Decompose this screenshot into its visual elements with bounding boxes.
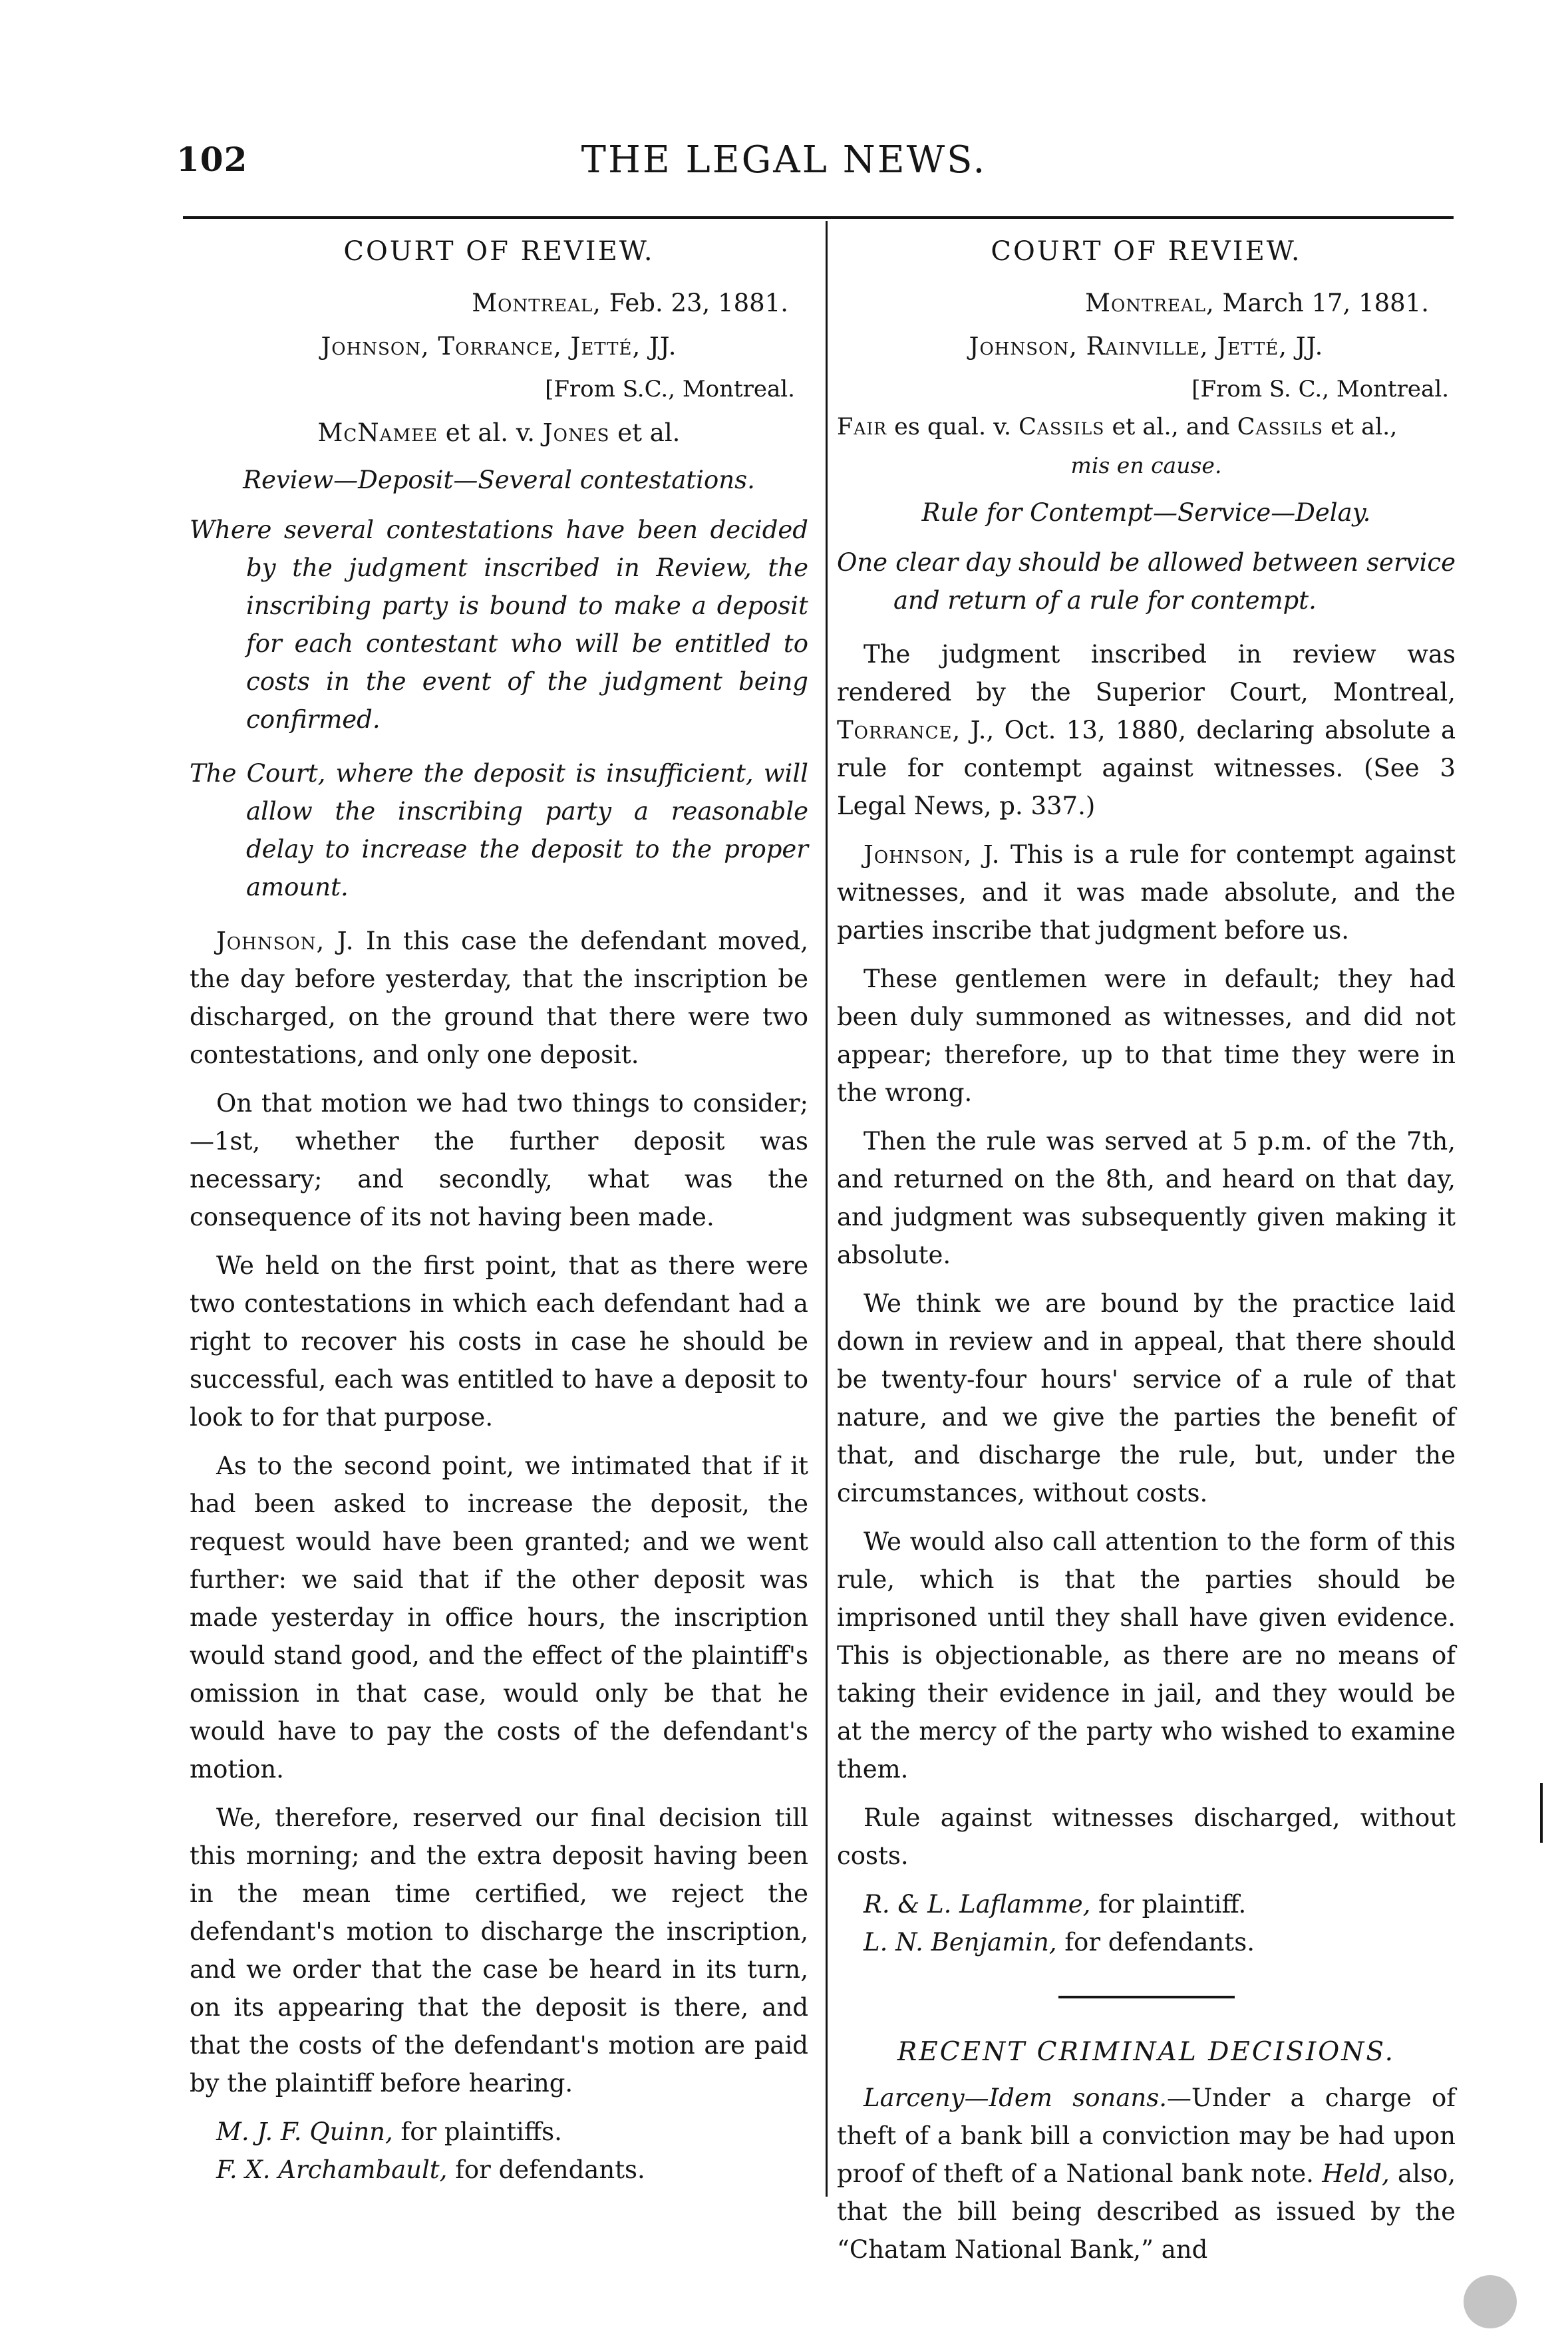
right-counsel-defendants: L. N. Benjamin, for defendants. (863, 1928, 1255, 1956)
left-opinion-paragraph: As to the second point, we intimated that if it had been asked to increase the deposit, the request would have been granted; and we went further: we said that if the other deposit was made yesterday in office hours, the inscription would stand good, and the effect of the plaintiff's omission in that case, would only be that he would have to pay the costs of the defendant's motion. (190, 1452, 808, 1784)
left-opinion-paragraph: We held on the first point, that as there were two contestations in which each defendant had a right to recover his costs in case he should be successful, each was entitled to have a deposit to look to for that purpose. (190, 1251, 808, 1432)
header-rule (183, 216, 1454, 219)
right-opinion-paragraph: These gentlemen were in default; they had been duly summoned as witnesses, and did not appear; therefore, up to that time they were in the wrong. (837, 965, 1456, 1107)
left-headnote-2: The Court, where the deposit is insufficient, will allow the inscribing party a reasonable delay to increase the deposit to the proper amount. (190, 759, 808, 901)
right-court-heading: COURT OF REVIEW. (991, 236, 1302, 267)
right-opinion-paragraph: We think we are bound by the practice laid down in review and in appeal, that there should be twenty-four hours' service of a rule of that nature, and we give the parties the benefit of that, and discharge the rule, but, under the circumstances, without costs. (837, 1289, 1456, 1507)
left-counsel-plaintiffs: M. J. F. Quinn, for plaintiffs. (216, 2117, 562, 2146)
right-place: Montreal, (1085, 289, 1215, 317)
right-opinion-paragraph: Rule against witnesses discharged, without costs. (837, 1803, 1456, 1870)
left-judges: Johnson, Torrance, Jetté, JJ. (321, 332, 677, 361)
recent-criminal-decisions-title: RECENT CRIMINAL DECISIONS. (897, 2037, 1396, 2067)
right-from: [From S. C., Montreal. (1191, 376, 1449, 402)
left-catchwords: Review—Deposit—Several contestations. (243, 466, 755, 494)
right-opinion-paragraph: Then the rule was served at 5 p.m. of the 7th, and returned on the 8th, and heard on that day, and judgment was subsequently given making it absolute. (837, 1127, 1456, 1269)
right-opinion-paragraph: Johnson, J. This is a rule for contempt against witnesses, and it was made absolute, and the parties inscribe that judgment before us. (837, 840, 1456, 945)
left-opinion-paragraph: We, therefore, reserved our final decision till this morning; and the extra deposit having been in the mean time certified, we reject the defendant's motion to discharge the inscription, and we order that the case be heard in its turn, on its appearing that the deposit is there, and that the costs of the defendant's motion are paid by the plaintiff before hearing. (190, 1803, 808, 2098)
right-catchwords: Rule for Contempt—Service—Delay. (921, 498, 1371, 527)
right-judges: Johnson, Rainville, Jetté, JJ. (969, 332, 1324, 361)
right-opinion-paragraph: We would also call attention to the form of this rule, which is that the parties should be imprisoned until they shall have given evidence. This is objectionable, as there are no means of taking their evidence in jail, and they would be at the mercy of the party who wished to examine them. (837, 1527, 1456, 1784)
left-party-end: et al. (609, 418, 681, 447)
right-mis-en-cause: mis en cause. (1070, 452, 1222, 478)
left-date: Feb. 23, 1881. (609, 289, 788, 317)
right-judge-name: Johnson, J. (863, 840, 1001, 869)
section-separator-rule (1058, 1996, 1235, 1998)
left-case-title (190, 414, 808, 452)
left-party-2: Jones (542, 418, 610, 447)
left-opinion-paragraph: On that motion we had two things to consider;—1st, whether the further deposit was necessary; and secondly, what was the consequence of its not having been made. (190, 1089, 808, 1231)
left-column (190, 233, 808, 2189)
left-from: [From S.C., Montreal. (545, 376, 795, 402)
scan-edge-mark (1464, 2275, 1517, 2328)
right-dateline (837, 284, 1456, 322)
scan-edge-mark (1540, 1783, 1543, 1843)
criminal-decision-paragraph: Larceny—Idem sonans.—Under a charge of theft of a bank bill a conviction may be had upon proof of theft of a National bank note. Held, also, that the bill being described as issued by the “Chatam National Bank,” and (837, 2084, 1456, 2264)
right-date: March 17, 1881. (1222, 289, 1429, 317)
left-headnote-1: Where several contestations have been decided by the judgment inscribed in Review, the inscribing party is bound to make a deposit for each contestant who will be entitled to costs in the event of the judgment being confirmed. (190, 516, 808, 734)
left-dateline (190, 284, 808, 322)
right-counsel-plaintiff: R. & L. Laflamme, for plaintiff. (863, 1890, 1247, 1919)
left-party-1: McNamee (317, 418, 438, 447)
left-court-heading: COURT OF REVIEW. (343, 236, 655, 267)
left-judge-name: Johnson, J. (216, 927, 355, 955)
journal-title: THE LEGAL NEWS. (581, 138, 987, 182)
column-divider (826, 221, 828, 2197)
left-counsel-defendants: F. X. Archambault, for defendants. (216, 2155, 645, 2184)
right-intro-paragraph: The judgment inscribed in review was rendered by the Superior Court, Montreal, Torrance, J., Oct. 13, 1880, declaring absolute a rule for contempt against witnesses. (See 3 Legal News, p. 337.) (837, 640, 1456, 820)
left-opinion-paragraph: Johnson, J. In this case the defendant moved, the day before yesterday, that the inscription be discharged, on the ground that there were two contestations, and only one deposit. (190, 927, 808, 1069)
right-headnote: One clear day should be allowed between service and return of a rule for contempt. (837, 548, 1456, 615)
right-case-title: Fair es qual. v. Cassils et al., and Cassils et al., (837, 414, 1398, 440)
right-column (837, 233, 1456, 2279)
left-party-mid: et al. v. (438, 418, 543, 447)
left-place: Montreal, (472, 289, 601, 317)
page-number: 102 (176, 140, 248, 179)
